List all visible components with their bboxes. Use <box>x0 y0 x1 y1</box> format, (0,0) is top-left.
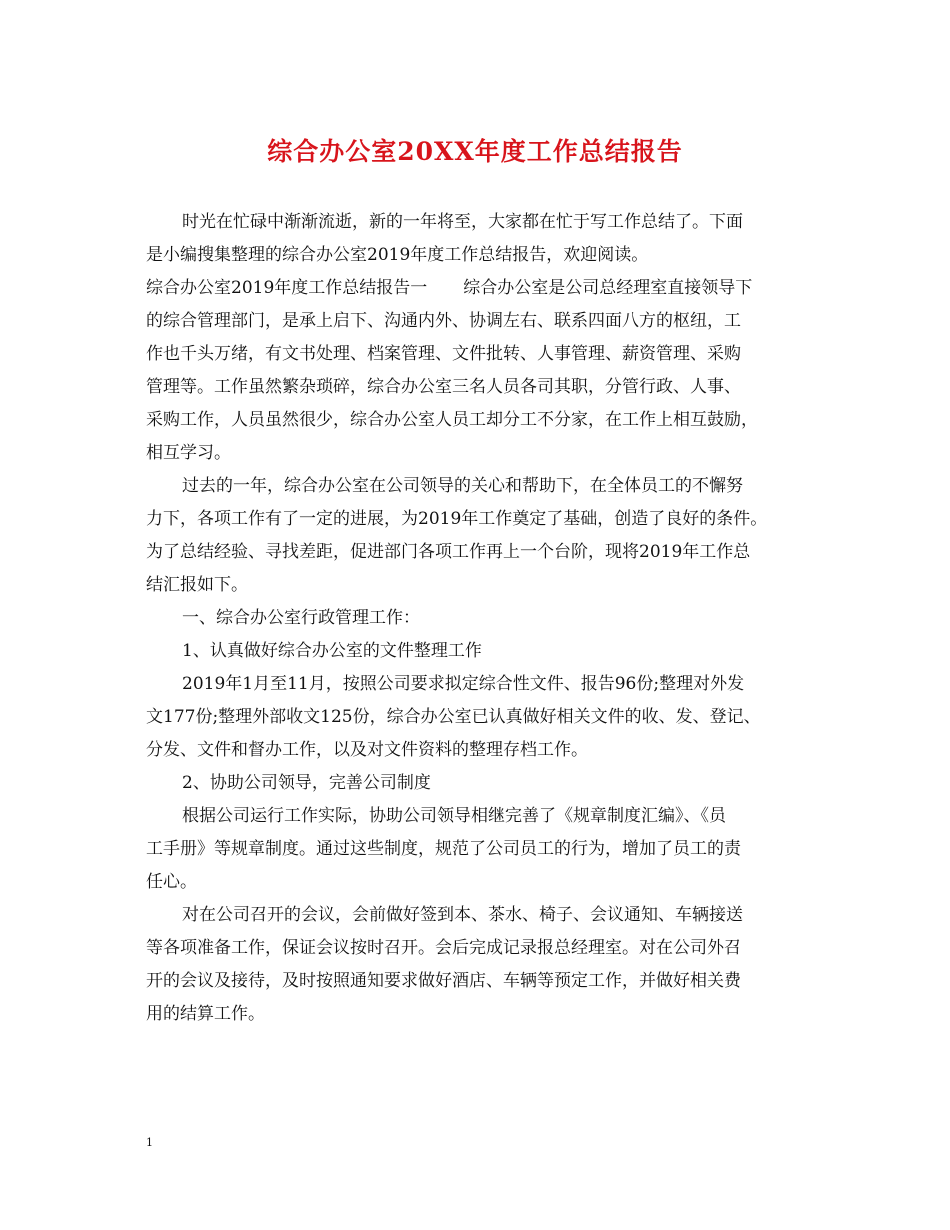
paragraph-line: 相互学习。 <box>146 443 231 463</box>
paragraph-line: 根据公司运行工作实际，协助公司领导相继完善了《规章制度汇编》、《员 <box>182 806 726 826</box>
paragraph-line: 过去的一年，综合办公室在公司领导的关心和帮助下，在全体员工的不懈努 <box>182 476 743 496</box>
paragraph-line: 文177份;整理外部收文125份，综合办公室已认真做好相关文件的收、发、登记、 <box>146 707 761 727</box>
paragraph-line: 分发、文件和督办工作，以及对文件资料的整理存档工作。 <box>146 740 588 760</box>
paragraph-line <box>146 272 811 305</box>
paragraph-line: 是小编搜集整理的综合办公室2019年度工作总结报告，欢迎阅读。 <box>146 245 649 265</box>
paragraph-line: 采购工作，人员虽然很少，综合办公室人员工却分工不分家，在工作上相互鼓励， <box>146 410 758 430</box>
paragraph-line: 工手册》等规章制度。通过这些制度，规范了公司员工的行为，增加了员工的责 <box>146 839 741 859</box>
paragraph-line: 开的会议及接待，及时按照通知要求做好酒店、车辆等预定工作，并做好相关费 <box>146 971 741 991</box>
paragraph-line: 任心。 <box>146 872 197 892</box>
paragraph-line: 用的结算工作。 <box>146 1004 265 1024</box>
document-title: 综合办公室20XX年度工作总结报告 <box>267 137 683 166</box>
paragraph-line: 2019年1月至11月，按照公司要求拟定综合性文件、报告96份;整理对外发 <box>182 674 745 694</box>
paragraph-line: 对在公司召开的会议，会前做好签到本、茶水、椅子、会议通知、车辆接送 <box>182 905 743 925</box>
section-heading: 综合办公室2019年度工作总结报告一 <box>146 278 428 298</box>
subsection-heading: 2、协助公司领导，完善公司制度 <box>182 773 431 793</box>
paragraph-line: 作也千头万绪，有文书处理、档案管理、文件批转、人事管理、薪资管理、采购 <box>146 344 741 364</box>
subsection-heading: 1、认真做好综合办公室的文件整理工作 <box>182 641 482 661</box>
paragraph-line: 管理等。工作虽然繁杂琐碎，综合办公室三名人员各司其职，分管行政、人事、 <box>146 377 741 397</box>
paragraph-text: 综合办公室是公司总经理室直接领导下 <box>463 278 753 298</box>
paragraph-line: 时光在忙碌中渐渐流逝，新的一年将至，大家都在忙于写工作总结了。下面 <box>182 212 743 232</box>
page-number: 1 <box>146 1136 153 1149</box>
paragraph-line: 结汇报如下。 <box>146 575 248 595</box>
paragraph-line: 的综合管理部门，是承上启下、沟通内外、协调左右、联系四面八方的枢纽，工 <box>146 311 741 331</box>
paragraph-line: 等各项准备工作，保证会议按时召开。会后完成记录报总经理室。对在公司外召 <box>146 938 741 958</box>
document-body <box>146 206 811 1031</box>
paragraph-line: 为了总结经验、寻找差距，促进部门各项工作再上一个台阶，现将2019年工作总 <box>146 542 751 562</box>
section-heading: 一、综合办公室行政管理工作： <box>182 608 420 628</box>
paragraph-line: 力下，各项工作有了一定的进展，为2019年工作奠定了基础，创造了良好的条件。 <box>146 509 768 529</box>
